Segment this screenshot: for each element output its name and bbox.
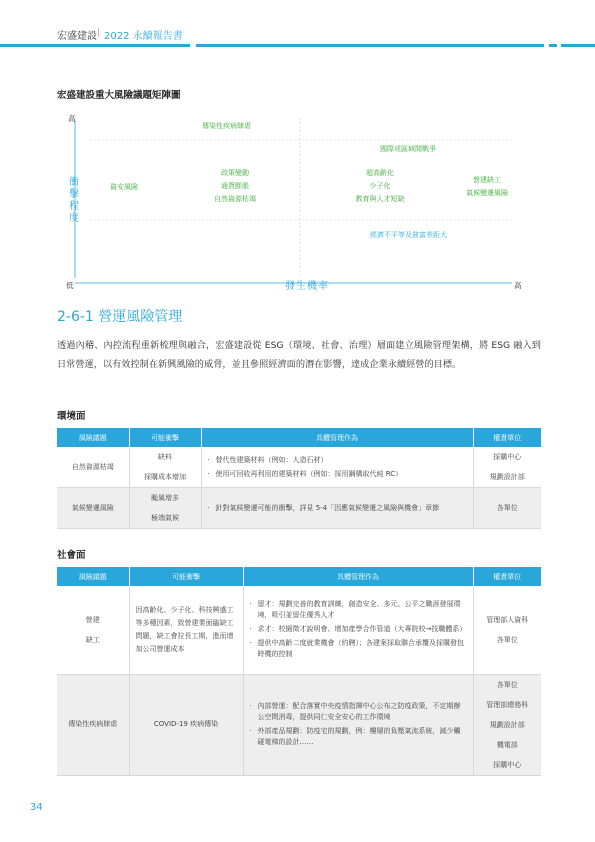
soc-r2-unit-5: 採購中心 (493, 760, 522, 769)
soc-r1-units (473, 586, 541, 674)
env-header-impact: 可能衝擊 (129, 428, 201, 447)
env-r2-actions (201, 488, 473, 529)
soc-r1-impact: 因高齡化、少子化、科技興盛工等多種因素，致營建業面臨缺工問題，缺工會拉長工期，進而增加公司營運成本 (129, 586, 243, 674)
env-header-unit: 權責單位 (473, 428, 541, 447)
soc-r1-action-1: · 留才：規劃完善的教育訓練，創造安全、多元、公平之職涯發展環境，吸引並留住優秀人才 (250, 599, 467, 621)
soc-r2-unit-3: 規劃設計部 (489, 720, 525, 729)
header-bar-end (561, 44, 595, 47)
risk-war: 國際或區域間戰爭 (380, 145, 436, 153)
risk-climate: 氣候變遷風險 (466, 189, 508, 197)
soc-r2-unit-2: 管理部總務科 (486, 700, 529, 709)
risk-policy: 政策變動 (221, 169, 249, 177)
risk-labor-group (462, 174, 512, 200)
env-header-row (57, 428, 541, 447)
risk-resource: 自然資源枯竭 (214, 195, 256, 203)
risk-policy-group (205, 167, 265, 206)
section-title: 2-6-1 營運風險管理 (57, 309, 183, 325)
page-number: 34 (30, 802, 43, 813)
soc-table (57, 567, 541, 776)
header-separator (98, 28, 99, 37)
env-r2-impacts (129, 488, 201, 529)
y-axis-low: 低 (66, 281, 74, 290)
section-intro: 透過內稽、內控流程重新梳理與融合，宏盛建設從 ESG（環境、社會、治理）層面建立風險管理架構，將 ESG 融入到日常營運，以有效控制在新興風險的威脅，並且參照經濟面的潛在影響，達成企業永續經營的目標。 (57, 340, 541, 370)
env-r2-issue: 氣候變遷風險 (57, 488, 129, 529)
env-r1-units (473, 447, 541, 488)
x-axis-label: 發生機率 (285, 281, 329, 292)
env-table (57, 428, 541, 529)
env-r1-impact-1: 缺料 (158, 453, 172, 461)
soc-r2-unit-1: 各單位 (496, 680, 518, 689)
soc-header-unit: 權責單位 (473, 567, 541, 586)
soc-header-issue: 風險議題 (57, 567, 129, 586)
env-header-action: 具體管理作為 (201, 428, 473, 447)
env-r1-action-2: · 使用可回收再利用的建築材料（例如：採用鋼構取代純 RC） (208, 469, 467, 480)
env-r1-unit-2: 規劃設計部 (489, 473, 525, 481)
env-r2-impact-2: 極端氣候 (151, 514, 179, 522)
env-r2-unit: 各單位 (473, 488, 541, 529)
header-company: 宏盛建設 (57, 31, 97, 42)
header-bar (0, 44, 190, 47)
soc-header-row (57, 567, 541, 586)
soc-r2-action-1: · 內部營運：配合落實中央疫情指揮中心公布之防疫政策，不定期辦公空間消毒，提供同仁安全安心的工作環境 (250, 701, 467, 723)
env-r1-actions (201, 447, 473, 488)
env-r1-unit-1: 採購中心 (493, 453, 522, 461)
soc-header-impact: 可能衝擊 (129, 567, 243, 586)
table-row (57, 674, 541, 775)
env-r2-action-1: · 針對氣候變遷可能的衝擊，詳見 5-4「因應氣候變遷之風險與機會」章節 (208, 503, 467, 514)
y-axis-high: 高 (68, 114, 76, 123)
header-report-title: 2022 永續報告書 (104, 31, 183, 42)
soc-title: 社會面 (57, 550, 86, 561)
header-bar-long (196, 44, 544, 47)
risk-aging-group (340, 167, 420, 206)
risk-labor: 營建缺工 (473, 176, 501, 184)
soc-r1-action-2: · 求才：校園徵才說明會、增加產學合作管道（大專院校→技職體系） (250, 624, 467, 635)
env-r1-impact-2: 採購成本增加 (144, 473, 186, 481)
soc-r1-unit-2: 各單位 (496, 635, 518, 644)
soc-r1-unit-1: 管理部人資科 (486, 615, 529, 624)
env-r2-impact-1: 颱風增多 (151, 494, 179, 502)
risk-talent: 教育與人才短缺 (355, 195, 405, 203)
risk-inequality: 經濟不平等及貧富差距大 (370, 231, 447, 239)
soc-r1-issue-1: 營建 (85, 615, 100, 624)
risk-infectious: 傳染性疾病肆虐 (202, 122, 251, 130)
risk-low-birth: 少子化 (369, 182, 391, 190)
table-row (57, 586, 541, 674)
env-title: 環境面 (57, 411, 86, 422)
soc-r1-issue (57, 586, 129, 674)
soc-r2-units (473, 674, 541, 775)
soc-r1-issue-2: 缺工 (85, 635, 100, 644)
risk-aging: 超高齡化 (366, 169, 394, 177)
soc-r2-unit-4: 機電部 (496, 740, 518, 749)
soc-header-action: 具體管理作為 (243, 567, 473, 586)
env-r1-action-1: · 替代性建築材料（例如：人造石材） (208, 455, 467, 466)
soc-r2-impact: COVID-19 疾病傳染 (129, 674, 243, 775)
risk-infosec: 資安風險 (110, 183, 138, 191)
soc-r2-issue: 傳染性疾病肆虐 (57, 674, 129, 775)
env-r1-impacts (129, 447, 201, 488)
y-axis-label: 衝擊程度 (69, 177, 79, 224)
x-axis-high: 高 (514, 281, 522, 290)
matrix-title: 宏盛建設重大風險議題矩陣圖 (57, 90, 181, 101)
risk-inflation: 通貨膨脹 (221, 182, 249, 190)
soc-r2-action-2: · 外部產品規劃：防疫宅的規劃，例：樓層的負壓氣流系統，減少觸碰電梯的設計…… (250, 726, 467, 748)
header-bar-dot (549, 44, 557, 47)
table-row (57, 447, 541, 488)
env-header-issue: 風險議題 (57, 428, 129, 447)
table-row (57, 488, 541, 529)
env-r1-issue: 自然資源枯竭 (57, 447, 129, 488)
soc-r1-action-3: · 提供中高齡二度就業機會（約聘）；各建案採取聯合承攬及採購發包時機的控制 (250, 638, 467, 660)
soc-r1-actions (243, 586, 473, 674)
soc-r2-actions (243, 674, 473, 775)
